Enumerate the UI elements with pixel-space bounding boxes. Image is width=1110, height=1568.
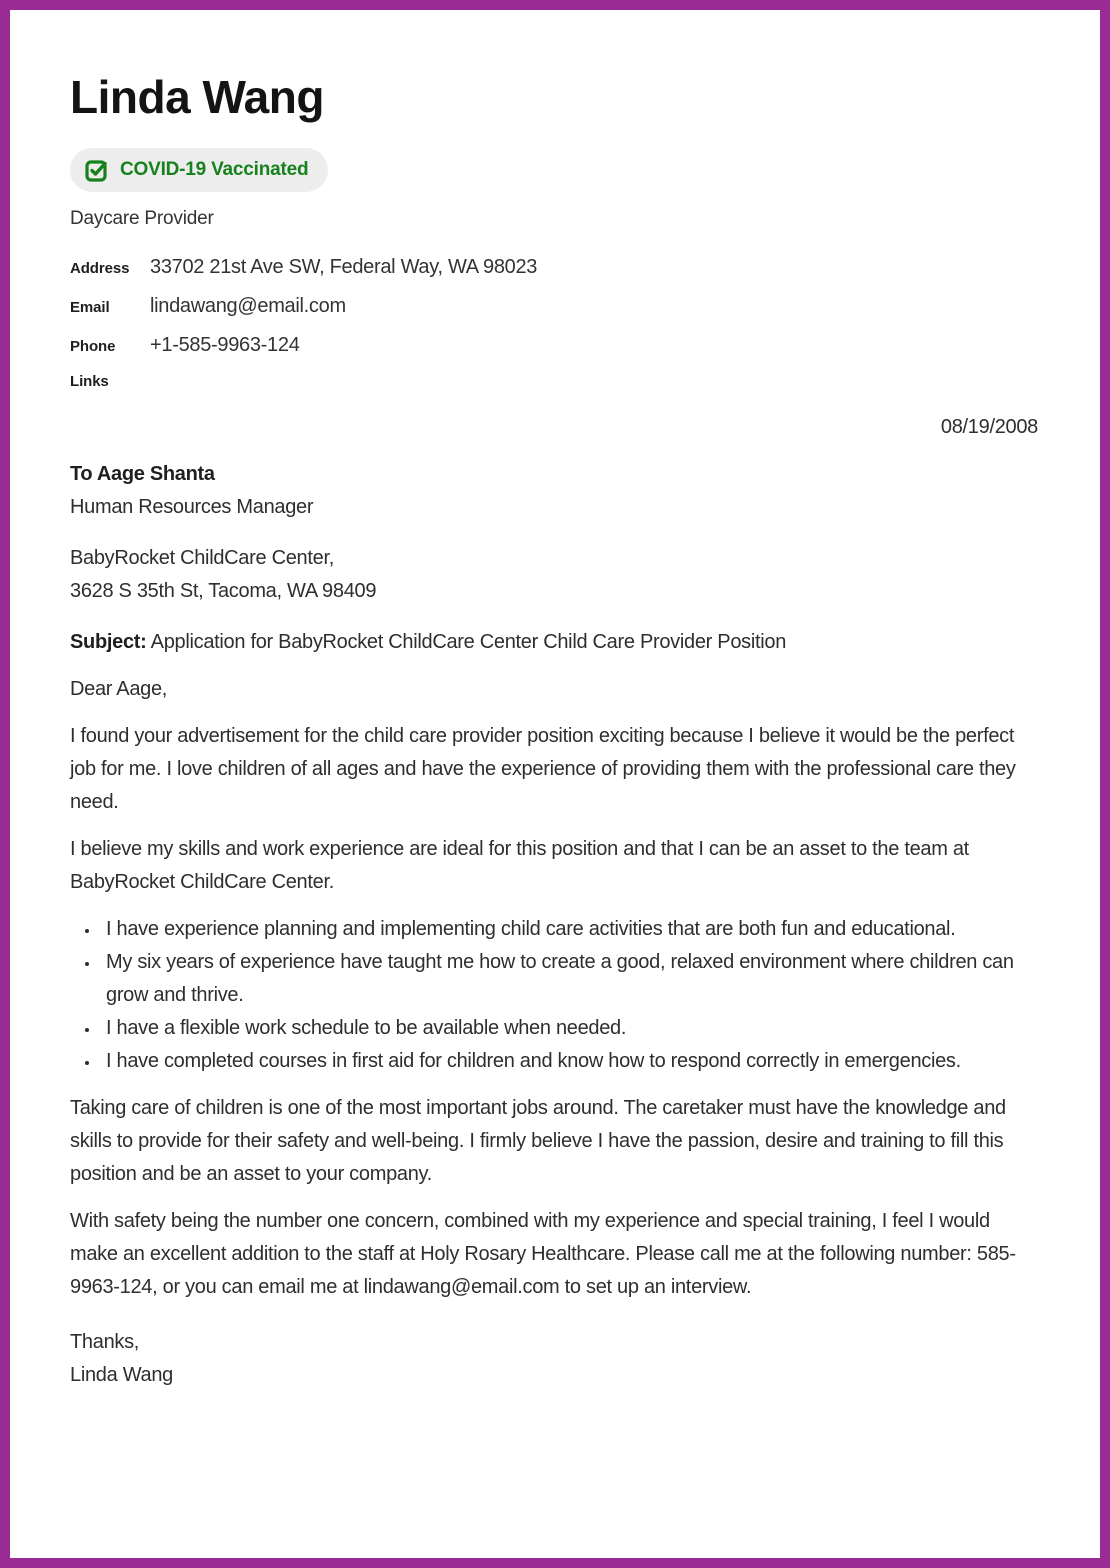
bullet-item: • I have experience planning and implementing child care activities that are both fun and educational. — [100, 913, 1038, 946]
phone-label: Phone — [70, 338, 116, 355]
bullet-item: • I have completed courses in first aid for children and know how to respond correctly in emergencies. — [100, 1045, 1038, 1078]
bullet-item: • I have a flexible work schedule to be available when needed. — [100, 1012, 1038, 1045]
paragraph: I found your advertisement for the child care provider position exciting because I believe it would be the perfect job for me. I love children of all ages and have the experience of providing them with the professional care they need. — [70, 725, 1016, 813]
signoff-block — [70, 1326, 1038, 1392]
candidate-name: Linda Wang — [70, 71, 324, 123]
address-label: Address — [70, 260, 130, 277]
salutation: Dear Aage, — [70, 678, 168, 700]
letter-date: 08/19/2008 — [940, 416, 1038, 438]
recipient-title: Human Resources Manager — [70, 496, 314, 518]
address-value: 33702 21st Ave SW, Federal Way, WA 98023 — [150, 256, 538, 278]
vaccination-badge-label: COVID-19 Vaccinated — [120, 159, 309, 180]
recipient-block — [70, 458, 1038, 524]
company-address: 3628 S 35th St, Tacoma, WA 98409 — [70, 580, 377, 602]
company-block — [70, 542, 1038, 608]
contact-row-links — [70, 373, 1038, 395]
signature-name: Linda Wang — [70, 1364, 173, 1386]
phone-value: +1-585-9963-124 — [150, 334, 300, 356]
links-label: Links — [70, 373, 109, 390]
recipient-name: To Aage Shanta — [70, 463, 215, 485]
qualification-bullet-list — [70, 913, 1038, 1078]
bullet-item: • My six years of experience have taught me how to create a good, relaxed environment where children can grow and thrive. — [100, 946, 1038, 1012]
contact-row-address — [70, 256, 1038, 279]
contact-row-email — [70, 295, 1038, 318]
email-label: Email — [70, 299, 110, 316]
subject-line — [70, 626, 1038, 659]
email-value: lindawang@email.com — [150, 295, 346, 317]
signoff: Thanks, — [70, 1331, 140, 1353]
subject-text: Application for BabyRocket ChildCare Center Child Care Provider Position — [150, 631, 787, 653]
job-title: Daycare Provider — [70, 208, 214, 229]
company-name: BabyRocket ChildCare Center, — [70, 547, 334, 569]
contact-info — [70, 256, 1038, 395]
subject-label: Subject: — [70, 631, 147, 653]
paragraph: I believe my skills and work experience are ideal for this position and that I can be an asset to the team at BabyRocket ChildCare Center. — [70, 838, 969, 893]
contact-row-phone — [70, 334, 1038, 357]
checkbox-check-icon — [84, 157, 110, 183]
header — [70, 70, 1038, 230]
vaccination-badge — [70, 148, 328, 192]
paragraph: Taking care of children is one of the most important jobs around. The caretaker must have the knowledge and skills to provide for their safety and well-being. I firmly believe I have the passion, desire and training to fill this position and be an asset to your company. — [70, 1097, 1006, 1185]
paragraph: With safety being the number one concern, combined with my experience and special training, I feel I would make an excellent addition to the staff at Holy Rosary Healthcare. Please call me at the following number: 585-9963-124, or you can email me at lindawang@email.com to set up an interview. — [70, 1210, 1016, 1298]
letter-body — [70, 411, 1038, 1392]
